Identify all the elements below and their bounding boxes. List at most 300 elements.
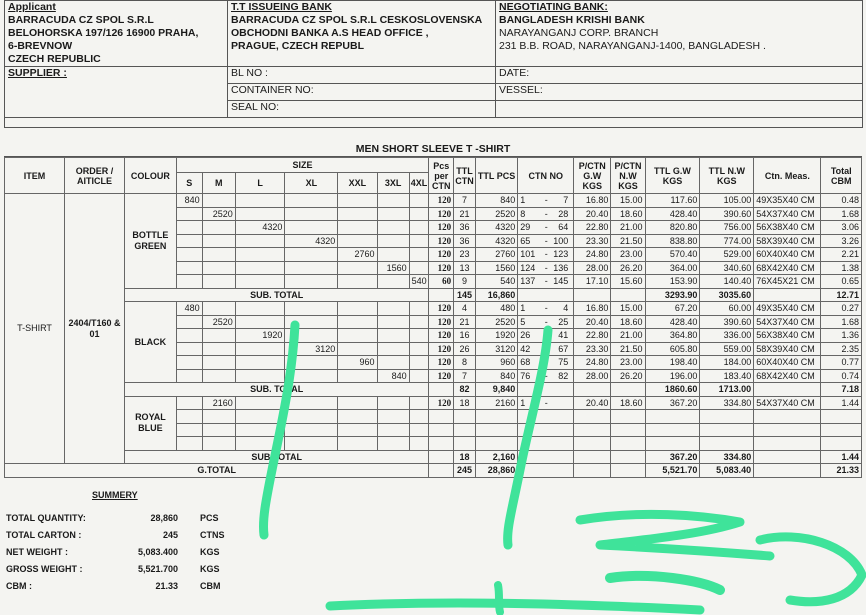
size-qty-cell: 480 (176, 302, 202, 316)
ctn-from: 101 (520, 249, 536, 260)
size-qty-cell (176, 207, 202, 221)
ttl-pcs-cell: 540 (475, 275, 517, 289)
ctn-dash: - (544, 208, 548, 219)
ctn-no-cell (518, 356, 574, 370)
ttl-gw-cell: 364.80 (645, 329, 700, 343)
subtotal-ttl-nw: 3035.60 (700, 288, 754, 302)
col-ctn-meas: Ctn. Meas. (754, 158, 821, 194)
empty-cell (754, 288, 821, 302)
pctn-nw-cell: 26.20 (611, 369, 645, 383)
summary-unit: KGS (200, 564, 220, 574)
size-qty-cell (338, 302, 377, 316)
summary-label: TOTAL CARTON : (6, 530, 82, 540)
pctn-nw-cell: 21.50 (611, 234, 645, 248)
pctn-nw-cell: 21.00 (611, 221, 645, 235)
size-qty-cell (377, 234, 409, 248)
size-qty-cell (409, 396, 429, 410)
scribble-stroke (498, 585, 500, 612)
empty-cell (574, 410, 611, 424)
pctn-nw-cell: 15.00 (611, 194, 645, 208)
empty-cell (754, 383, 821, 397)
size-qty-cell: 840 (176, 194, 202, 208)
size-qty-cell (202, 329, 235, 343)
pcs-per-ctn-cell: 120 (429, 396, 454, 410)
colour-cell: BLACK (125, 302, 177, 383)
empty-cell (475, 437, 517, 451)
size-qty-cell (235, 410, 285, 424)
ctn-dash: - (544, 222, 548, 233)
ctn-dash: - (544, 235, 548, 246)
ttl-ctn-cell: 36 (454, 234, 476, 248)
empty-cell (518, 437, 574, 451)
summary-unit: CTNS (200, 530, 225, 540)
pctn-nw-cell: 18.60 (611, 396, 645, 410)
ctn-from: 137 (520, 276, 536, 287)
size-qty-cell (377, 356, 409, 370)
grand-total-row (5, 464, 862, 478)
empty-cell (574, 383, 611, 397)
size-qty-cell (176, 437, 202, 451)
empty-cell (429, 437, 454, 451)
seal-no-field: SEAL NO: (228, 101, 496, 118)
pctn-gw-cell: 20.40 (574, 396, 611, 410)
ctn-meas-cell: 54X37X40 CM (754, 396, 821, 410)
size-qty-cell (338, 234, 377, 248)
size-qty-cell (338, 221, 377, 235)
ttl-pcs-cell: 480 (475, 302, 517, 316)
size-qty-cell: 960 (338, 356, 377, 370)
empty-cell (821, 410, 862, 424)
empty-cell (645, 437, 700, 451)
size-qty-cell (338, 275, 377, 289)
empty-cell (518, 450, 574, 464)
ttl-gw-cell: 67.20 (645, 302, 700, 316)
size-qty-cell (338, 207, 377, 221)
size-qty-cell (338, 369, 377, 383)
pctn-nw-cell: 21.50 (611, 342, 645, 356)
size-qty-cell (235, 248, 285, 262)
ctn-from: 42 (520, 343, 531, 354)
ctn-no-cell (518, 234, 574, 248)
pctn-gw-cell: 22.80 (574, 329, 611, 343)
ttl-ctn-cell: 36 (454, 221, 476, 235)
size-qty-cell: 4320 (285, 234, 338, 248)
col-ttl-ctn: TTL CTN (454, 158, 476, 194)
pctn-gw-cell: 17.10 (574, 275, 611, 289)
summary-label: CBM : (6, 581, 32, 591)
col-pctn-nw: P/CTN N.W KGS (611, 158, 645, 194)
issuing-bank-line: BARRACUDA CZ SPOL S.R.L CESKOSLOVENSKA (231, 14, 483, 26)
pctn-gw-cell: 22.80 (574, 221, 611, 235)
ctn-dash: - (544, 249, 548, 260)
size-qty-cell (338, 315, 377, 329)
ctn-meas-cell: 54X37X40 CM (754, 315, 821, 329)
empty-cell (429, 410, 454, 424)
total-cbm-cell: 3.26 (821, 234, 862, 248)
issuing-bank-line: PRAGUE, CZECH REPUBL (231, 40, 365, 52)
pctn-nw-cell: 26.20 (611, 261, 645, 275)
size-qty-cell (176, 423, 202, 437)
summary-unit: KGS (200, 547, 220, 557)
pctn-nw-cell: 15.00 (611, 302, 645, 316)
issuing-bank-cell (228, 1, 496, 67)
col-pcs-per-ctn: Pcs per CTN (429, 158, 454, 194)
ttl-ctn-cell: 26 (454, 342, 476, 356)
size-qty-cell: 4320 (235, 221, 285, 235)
ctn-dash: - (544, 262, 548, 273)
size-qty-cell (285, 315, 338, 329)
empty-cell (645, 423, 700, 437)
pcs-per-ctn-cell: 120 (429, 234, 454, 248)
ctn-dash: - (544, 303, 548, 314)
size-qty-cell (285, 302, 338, 316)
ctn-no-cell (518, 302, 574, 316)
ctn-from: 1 (520, 397, 526, 408)
scribble-stroke (760, 537, 862, 602)
size-qty-cell (235, 356, 285, 370)
size-qty-cell (285, 396, 338, 410)
pctn-gw-cell: 28.00 (574, 369, 611, 383)
size-qty-cell (202, 356, 235, 370)
size-qty-cell (285, 194, 338, 208)
size-qty-cell (285, 275, 338, 289)
col-size-s: S (176, 173, 202, 194)
subtotal-label: SUB. TOTAL (125, 383, 429, 397)
empty-cell (475, 423, 517, 437)
summary-row (6, 564, 236, 576)
size-qty-cell (338, 423, 377, 437)
size-qty-cell (176, 410, 202, 424)
size-qty-cell (235, 315, 285, 329)
colour-cell: ROYAL BLUE (125, 396, 177, 450)
size-qty-cell (377, 248, 409, 262)
ttl-nw-cell: 390.60 (700, 315, 754, 329)
col-ttl-nw: TTL N.W KGS (700, 158, 754, 194)
ttl-pcs-cell: 840 (475, 369, 517, 383)
size-qty-cell (377, 315, 409, 329)
ttl-pcs-cell: 2520 (475, 315, 517, 329)
negotiating-bank-label: NEGOTIATING BANK: (499, 1, 608, 13)
summary-value: 28,860 (150, 513, 178, 523)
ttl-gw-cell: 428.40 (645, 315, 700, 329)
ctn-meas-cell: 49X35X40 CM (754, 302, 821, 316)
pcs-per-ctn-cell: 120 (429, 315, 454, 329)
ttl-pcs-cell: 840 (475, 194, 517, 208)
ttl-nw-cell: 184.00 (700, 356, 754, 370)
summary-unit: PCS (200, 513, 219, 523)
empty-cell (518, 410, 574, 424)
ctn-meas-cell: 54X37X40 CM (754, 207, 821, 221)
ctn-dash: - (544, 276, 548, 287)
ctn-to: 123 (553, 249, 569, 260)
subtotal-row (5, 450, 862, 464)
ctn-from: 26 (520, 330, 531, 341)
size-qty-cell (377, 207, 409, 221)
size-qty-cell (235, 437, 285, 451)
ctn-no-cell (518, 396, 574, 410)
ctn-dash: - (544, 397, 548, 408)
empty-cell (454, 437, 476, 451)
ttl-pcs-cell: 4320 (475, 221, 517, 235)
empty-cell (611, 410, 645, 424)
summary-row (6, 547, 236, 559)
size-qty-cell (377, 410, 409, 424)
col-ttl-gw: TTL G.W KGS (645, 158, 700, 194)
date-field: DATE: (496, 67, 863, 84)
issuing-bank-line: OBCHODNI BANKA A.S HEAD OFFICE , (231, 27, 429, 39)
summary-value: 5,083.400 (137, 547, 178, 557)
ttl-pcs-cell: 2760 (475, 248, 517, 262)
size-qty-cell: 2760 (338, 248, 377, 262)
size-qty-cell (176, 342, 202, 356)
ttl-pcs-cell: 3120 (475, 342, 517, 356)
item-cell: T-SHIRT (5, 194, 65, 464)
size-qty-cell: 3120 (285, 342, 338, 356)
ctn-to: 145 (553, 276, 569, 287)
size-qty-cell (202, 194, 235, 208)
size-qty-cell (235, 207, 285, 221)
ctn-meas-cell: 60X40X40 CM (754, 248, 821, 262)
ctn-meas-cell: 49X35X40 CM (754, 194, 821, 208)
empty-cell (518, 464, 574, 478)
pcs-per-ctn-cell: 60 (429, 275, 454, 289)
size-qty-cell (377, 396, 409, 410)
subtotal-cbm: 12.71 (821, 288, 862, 302)
size-qty-cell (377, 221, 409, 235)
empty-cell (700, 410, 754, 424)
empty-cell (754, 450, 821, 464)
size-qty-cell: 540 (409, 275, 429, 289)
ttl-ctn-cell: 23 (454, 248, 476, 262)
total-cbm-cell: 0.74 (821, 369, 862, 383)
ttl-ctn-cell: 4 (454, 302, 476, 316)
grand-total-ctn: 245 (454, 464, 476, 478)
size-qty-cell (235, 302, 285, 316)
total-cbm-cell: 1.38 (821, 261, 862, 275)
ctn-meas-cell: 68X42X40 CM (754, 369, 821, 383)
pctn-gw-cell: 20.40 (574, 207, 611, 221)
summary-title: SUMMERY (92, 490, 138, 500)
ctn-meas-cell: 60X40X40 CM (754, 356, 821, 370)
table-row (5, 396, 862, 410)
empty-cell (611, 288, 645, 302)
pctn-gw-cell: 20.40 (574, 315, 611, 329)
ctn-to: 41 (558, 330, 569, 341)
ttl-gw-cell: 364.00 (645, 261, 700, 275)
ctn-to: 28 (558, 208, 569, 219)
empty-cell (518, 423, 574, 437)
empty-cell (645, 410, 700, 424)
ttl-nw-cell: 334.80 (700, 396, 754, 410)
ctn-to: 136 (553, 262, 569, 273)
ttl-ctn-cell: 16 (454, 329, 476, 343)
size-qty-cell (409, 261, 429, 275)
subtotal-ttl-gw: 3293.90 (645, 288, 700, 302)
total-cbm-cell: 2.21 (821, 248, 862, 262)
pctn-gw-cell: 23.30 (574, 342, 611, 356)
ttl-pcs-cell: 960 (475, 356, 517, 370)
container-no-field: CONTAINER NO: (228, 84, 496, 101)
ttl-pcs-cell: 1560 (475, 261, 517, 275)
size-qty-cell (409, 207, 429, 221)
pctn-nw-cell: 18.60 (611, 315, 645, 329)
ttl-pcs-cell: 4320 (475, 234, 517, 248)
empty-cell (518, 288, 574, 302)
ctn-from: 29 (520, 222, 531, 233)
ttl-gw-cell: 153.90 (645, 275, 700, 289)
total-cbm-cell: 1.68 (821, 315, 862, 329)
size-qty-cell (285, 248, 338, 262)
ttl-gw-cell: 820.80 (645, 221, 700, 235)
ttl-nw-cell: 529.00 (700, 248, 754, 262)
ttl-nw-cell: 60.00 (700, 302, 754, 316)
grand-total-ttl-gw: 5,521.70 (645, 464, 700, 478)
empty-cell (754, 464, 821, 478)
size-qty-cell (235, 396, 285, 410)
ctn-no-cell (518, 315, 574, 329)
pcs-per-ctn-cell: 120 (429, 207, 454, 221)
ttl-ctn-cell: 9 (454, 275, 476, 289)
size-qty-cell (235, 261, 285, 275)
size-qty-cell: 1920 (235, 329, 285, 343)
col-pctn-gw: P/CTN G.W KGS (574, 158, 611, 194)
table-row (5, 194, 862, 208)
col-item: ITEM (5, 158, 65, 194)
ttl-nw-cell: 559.00 (700, 342, 754, 356)
size-qty-cell (285, 423, 338, 437)
ttl-ctn-cell: 21 (454, 315, 476, 329)
subtotal-ttl-gw: 1860.60 (645, 383, 700, 397)
ttl-nw-cell: 105.00 (700, 194, 754, 208)
supplier-label: SUPPLIER : (8, 67, 67, 79)
col-ctn-no: CTN NO (518, 158, 574, 194)
size-qty-cell (409, 356, 429, 370)
pcs-per-ctn-cell: 120 (429, 356, 454, 370)
ttl-ctn-cell: 7 (454, 369, 476, 383)
subtotal-pcs: 9,840 (475, 383, 517, 397)
empty-cell (496, 101, 863, 118)
col-colour: COLOUR (125, 158, 177, 194)
ctn-no-cell (518, 221, 574, 235)
ctn-meas-cell: 68X42X40 CM (754, 261, 821, 275)
size-qty-cell (235, 275, 285, 289)
total-cbm-cell: 2.35 (821, 342, 862, 356)
size-qty-cell (176, 234, 202, 248)
subtotal-cbm: 7.18 (821, 383, 862, 397)
subtotal-pcs: 16,860 (475, 288, 517, 302)
ctn-meas-cell: 56X38X40 CM (754, 329, 821, 343)
size-qty-cell (338, 261, 377, 275)
subtotal-label: SUB. TOTAL (125, 288, 429, 302)
size-qty-cell (409, 423, 429, 437)
total-cbm-cell: 0.65 (821, 275, 862, 289)
subtotal-ctn: 145 (454, 288, 476, 302)
ttl-pcs-cell: 2160 (475, 396, 517, 410)
empty-cell (754, 437, 821, 451)
ctn-to: 75 (558, 357, 569, 368)
subtotal-ttl-nw: 334.80 (700, 450, 754, 464)
ctn-to: 67 (558, 343, 569, 354)
size-qty-cell (409, 194, 429, 208)
ctn-dash: - (544, 370, 548, 381)
subtotal-cbm: 1.44 (821, 450, 862, 464)
pcs-per-ctn-cell: 120 (429, 194, 454, 208)
size-qty-cell (176, 221, 202, 235)
pctn-gw-cell: 28.00 (574, 261, 611, 275)
empty-cell (574, 464, 611, 478)
size-qty-cell (176, 261, 202, 275)
empty-cell (754, 423, 821, 437)
size-qty-cell (377, 275, 409, 289)
size-qty-cell (285, 356, 338, 370)
empty-cell (454, 410, 476, 424)
summary-unit: CBM (200, 581, 221, 591)
subtotal-ctn: 18 (454, 450, 476, 464)
pcs-per-ctn-cell: 120 (429, 302, 454, 316)
empty-cell (611, 437, 645, 451)
size-qty-cell (235, 342, 285, 356)
empty-cell (574, 288, 611, 302)
size-qty-cell (176, 248, 202, 262)
ctn-dash: - (544, 316, 548, 327)
size-qty-cell (285, 221, 338, 235)
size-qty-cell (338, 396, 377, 410)
ctn-from: 5 (520, 316, 526, 327)
pctn-gw-cell: 23.30 (574, 234, 611, 248)
scribble-stroke (330, 603, 700, 610)
grand-total-label: G.TOTAL (5, 464, 429, 478)
size-qty-cell (377, 437, 409, 451)
ttl-ctn-cell: 8 (454, 356, 476, 370)
applicant-label: Applicant (8, 1, 56, 13)
size-qty-cell (176, 356, 202, 370)
negotiating-bank-cell (496, 1, 863, 67)
ctn-to: 64 (558, 222, 569, 233)
size-qty-cell: 2160 (202, 396, 235, 410)
ttl-gw-cell: 196.00 (645, 369, 700, 383)
ttl-ctn-cell: 13 (454, 261, 476, 275)
supplier-cell (5, 67, 228, 118)
subtotal-row (5, 383, 862, 397)
empty-cell (754, 410, 821, 424)
negotiating-bank-line: NARAYANGANJ CORP. BRANCH (499, 27, 659, 39)
size-qty-cell (377, 302, 409, 316)
empty-cell (429, 464, 454, 478)
size-qty-cell (235, 423, 285, 437)
summary-label: TOTAL QUANTITY: (6, 513, 86, 523)
ctn-to: 25 (558, 316, 569, 327)
ctn-no-cell (518, 248, 574, 262)
ttl-gw-cell: 367.20 (645, 396, 700, 410)
ctn-from: 68 (520, 357, 531, 368)
pcs-per-ctn-cell: 120 (429, 248, 454, 262)
ttl-gw-cell: 428.40 (645, 207, 700, 221)
size-qty-cell (409, 329, 429, 343)
empty-cell (611, 464, 645, 478)
ctn-to: 4 (563, 303, 569, 314)
size-qty-cell (285, 329, 338, 343)
empty-cell (429, 383, 454, 397)
pctn-nw-cell: 23.00 (611, 248, 645, 262)
size-qty-cell (409, 302, 429, 316)
ctn-dash: - (544, 330, 548, 341)
col-size-l: L (235, 173, 285, 194)
pctn-nw-cell: 21.00 (611, 329, 645, 343)
size-qty-cell (235, 234, 285, 248)
ctn-meas-cell: 58X39X40 CM (754, 342, 821, 356)
order-cell: 2404/T160 & 01 (65, 194, 125, 464)
col-ttl-pcs: TTL PCS (475, 158, 517, 194)
